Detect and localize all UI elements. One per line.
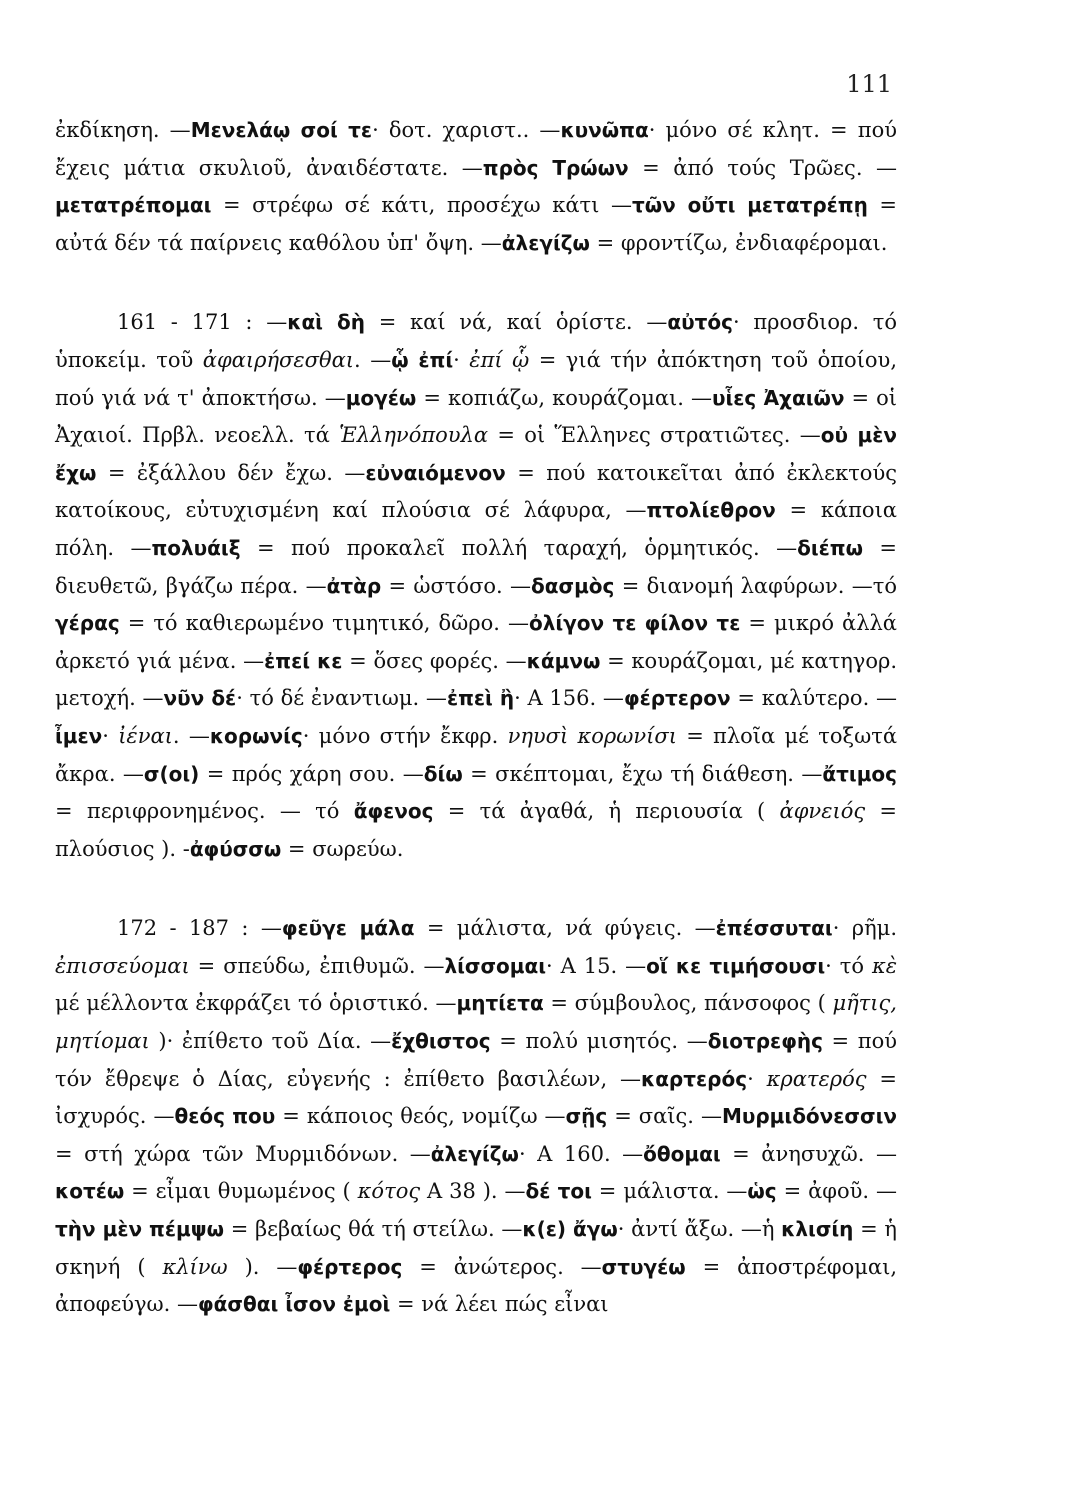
headword: Μυρμιδόνεσσιν <box>721 1104 897 1129</box>
headword: δέ τοι <box>525 1179 592 1204</box>
headword: φέρτερον <box>623 686 731 711</box>
headword: εὐναιόμενον <box>365 460 506 485</box>
headword: ὡς <box>747 1179 777 1204</box>
italic-term: ἀφνειός <box>779 799 866 824</box>
gloss-text: = ἰσχυρός. — <box>55 1066 897 1129</box>
italic-term: κλίνω <box>162 1254 228 1279</box>
headword: πολυάιξ <box>151 535 241 560</box>
gloss-text: = σκέπτομαι, ἔχω τή διάθεση. — <box>462 761 823 786</box>
gloss-text: · δοτ. χαριστ.. — <box>372 118 561 142</box>
headword: κλισίη <box>781 1217 854 1242</box>
gloss-text: = καί νά, καί ὁρίστε. — <box>364 310 668 335</box>
headword: μετατρέπομαι <box>55 193 212 218</box>
gloss-text: = ἀποστρέφομαι, ἀποφεύγω. — <box>55 1254 897 1317</box>
headword: στυγέω <box>601 1254 686 1279</box>
headword: σῇς <box>565 1104 608 1129</box>
headword: τῶν οὔτι μετατρέπῃ <box>631 193 868 218</box>
headword: δασμὸς <box>531 573 615 598</box>
gloss-text: = ἀπό τούς Τρῶες. — <box>628 155 897 180</box>
headword: διέπω <box>797 535 863 560</box>
gloss-text: · μόνο σέ κλητ. = πού ἔχεις μάτια σκυλιοῦ, ἀναιδέστατε. — <box>55 118 897 180</box>
headword: οἵ κε τιμήσουσι <box>646 953 826 978</box>
headword: φέρτερος <box>297 1254 403 1279</box>
gloss-text: · μόνο στήν ἔκφρ. <box>302 723 508 748</box>
gloss-text: = ὅσες φορές. — <box>342 648 527 673</box>
gloss-text: = στρέφω σέ κάτι, προσέχω κάτι — <box>211 193 632 218</box>
italic-term: μῆτις, μητίομαι <box>55 991 897 1054</box>
headword: αὐτός <box>667 310 733 335</box>
gloss-text: · τό <box>825 953 872 978</box>
gloss-text: = σύμβουλος, πάνσοφος ( <box>543 991 833 1016</box>
headword: κορωνίς <box>209 723 303 748</box>
gloss-text: )· ἐπίθετο τοῦ Δία. — <box>149 1029 392 1054</box>
italic-term: ἐπί ᾧ <box>469 347 530 372</box>
headword: ἐπέσσυται <box>715 916 833 941</box>
page-number: 111 <box>846 70 892 98</box>
gloss-text: ). — <box>227 1254 298 1279</box>
headword: Μενελάῳ σοί τε <box>190 118 373 142</box>
gloss-text: = σωρεύω. <box>281 836 404 861</box>
gloss-text: = τά ἀγαθά, ἡ περιουσία ( <box>433 799 780 824</box>
gloss-text: = νά λέει πώς εἶναι <box>390 1292 609 1317</box>
gloss-text: = ἀφοῦ. — <box>776 1179 897 1204</box>
headword: πρὸς Τρώων <box>482 155 629 180</box>
italic-term: ἀφαιρήσεσθαι <box>202 347 355 372</box>
headword: οὐ μὲν ἔχω <box>55 423 897 485</box>
headword: ἀλεγίζω <box>430 1141 519 1166</box>
headword: ᾧ ἐπί <box>391 347 454 372</box>
headword: γέρας <box>55 611 120 636</box>
gloss-text: = εἶμαι θυμωμένος ( <box>124 1179 358 1204</box>
headword: ἐπεί κε <box>264 648 343 673</box>
gloss-text: = αὐτά δέν τά παίρνεις καθόλου ὑπ' ὄψη. — <box>55 193 897 255</box>
gloss-text: · ἀντί ἄξω. —ἡ <box>617 1217 782 1242</box>
italic-term: κότος <box>357 1179 421 1204</box>
headword: ἄτιμος <box>822 761 898 786</box>
gloss-text: = πρός χάρη σου. — <box>199 761 424 786</box>
headword: ἀφύσσω <box>189 836 282 861</box>
headword: κυνῶπα <box>560 118 649 142</box>
gloss-text: = κοπιάζω, κουράζομαι. — <box>416 385 712 410</box>
headword: ὄθομαι <box>643 1141 721 1166</box>
gloss-text: · τό δέ ἐναντιωμ. — <box>236 686 447 711</box>
gloss-text: · Α 15. — <box>546 953 647 978</box>
gloss-text: = καλύτερο. — <box>730 686 897 711</box>
headword: ἶμεν <box>55 723 103 748</box>
gloss-text: = ἀνώτερος. — <box>402 1254 602 1279</box>
headword: κάμνω <box>526 648 601 673</box>
gloss-text: = ὡστόσο. — <box>381 573 532 598</box>
gloss-text: = γιά τήν ἀπόκτηση τοῦ ὁποίου, πού γιά νά τ' ἀποκτήσω. — <box>55 347 897 410</box>
gloss-text: = διανομή λαφύρων. —τό <box>614 573 898 598</box>
gloss-text: = σαῖς. — <box>607 1104 722 1129</box>
headword: ἔχθιστος <box>391 1029 491 1054</box>
gloss-text: = ἡ σκηνή ( <box>55 1217 897 1279</box>
gloss-text: · <box>453 347 470 372</box>
italic-term: Ἑλληνόπουλα <box>339 423 489 448</box>
headword: λίσσομαι <box>444 953 547 978</box>
gloss-text: = διευθετῶ, βγάζω πέρα. — <box>55 535 898 598</box>
italic-term: κὲ <box>871 953 897 978</box>
italic-term: ἐπισσεύομαι <box>55 953 190 978</box>
gloss-text: = μικρό ἀλλά ἀρκετό γιά μένα. — <box>55 611 897 673</box>
headword: ἄφενος <box>353 799 434 824</box>
gloss-text: ἐκδίκηση. — <box>55 118 191 142</box>
gloss-text: = περιφρονημένος. — τό <box>55 799 354 824</box>
italic-term: κρατερός <box>766 1066 867 1091</box>
headword: πτολίεθρον <box>646 498 776 523</box>
gloss-text: 172 - 187 : — <box>117 916 282 941</box>
headword: ἐπεὶ ἢ <box>446 686 515 711</box>
headword: φάσθαι ἶσον ἐμοὶ <box>198 1292 391 1317</box>
gloss-text: = μάλιστα. — <box>591 1179 748 1204</box>
gloss-text: = στή χώρα τῶν Μυρμιδόνων. — <box>55 1141 431 1166</box>
headword: μογέω <box>345 385 417 410</box>
gloss-text: = ἀνησυχῶ. — <box>720 1141 897 1166</box>
headword: κ(ε) ἄγω <box>522 1217 618 1242</box>
gloss-text: = πού προκαλεῖ πολλή ταραχή, ὁρμητικός. — <box>240 535 798 560</box>
headword: θεός που <box>174 1104 276 1129</box>
gloss-text: = κάποια πόλη. — <box>55 498 897 560</box>
headword: κοτέω <box>55 1179 125 1204</box>
gloss-text: = κάποιος θεός, νομίζω — <box>275 1104 566 1129</box>
headword: νῦν δέ <box>163 686 237 711</box>
commentary-paragraph <box>55 910 897 1324</box>
gloss-text: = πού κατοικεῖται ἀπό ἐκλεκτούς κατοίκους, εὐτυχισμένη καί πλούσια σέ λάφυρα, — <box>55 460 897 523</box>
headword: φεῦγε μάλα <box>281 916 415 941</box>
commentary-paragraph <box>55 112 897 262</box>
gloss-text: . — <box>172 723 210 748</box>
gloss-text: = ἐξάλλου δέν ἔχω. — <box>96 460 366 485</box>
headword: σ(οι) <box>143 761 200 786</box>
gloss-text: = σπεύδω, ἐπιθυμῶ. — <box>189 953 445 978</box>
headword: ὀλίγον τε φίλον τε <box>528 611 741 636</box>
gloss-text: μέ μέλλοντα ἐκφράζει τό ὁριστικό. — <box>55 991 457 1016</box>
gloss-text: = οἱ Ἀχαιοί. Πρβλ. νεοελλ. τά <box>55 385 898 448</box>
commentary-paragraph <box>55 304 897 868</box>
headword: μητίετα <box>456 991 544 1016</box>
headword: δίω <box>423 761 463 786</box>
gloss-text: · <box>102 723 119 748</box>
gloss-text: = βεβαίως θά τή στείλω. — <box>224 1217 523 1242</box>
gloss-text: = πλούσιος ). - <box>55 799 898 861</box>
headword: ἀτὰρ <box>326 573 382 598</box>
headword: τὴν μὲν πέμψω <box>55 1217 224 1242</box>
gloss-text: 161 - 171 : — <box>117 310 288 335</box>
headword: υἷες Ἀχαιῶν <box>711 385 845 410</box>
headword: καρτερός <box>640 1066 748 1091</box>
gloss-text: · <box>747 1066 767 1091</box>
gloss-text: = πού τόν ἔθρεψε ὁ Δίας, εὐγενής : ἐπίθετο βασιλέων, — <box>55 1029 897 1091</box>
gloss-text: = πλοῖα μέ τοξωτά ἄκρα. — <box>55 723 898 786</box>
italic-term: νηυσὶ κορωνίσι <box>507 723 677 748</box>
commentary-text <box>55 112 897 1324</box>
gloss-text: · ρῆμ. <box>832 916 897 941</box>
gloss-text: = κουράζομαι, μέ κατηγορ. μετοχή. — <box>55 648 897 711</box>
gloss-text: Α 38 ). — <box>420 1179 526 1204</box>
headword: διοτρεφὴς <box>707 1029 823 1054</box>
gloss-text: = τό καθιερωμένο τιμητικό, δῶρο. — <box>119 611 529 636</box>
headword: ἀλεγίζω <box>501 230 590 255</box>
gloss-text: = πολύ μισητός. — <box>490 1029 708 1054</box>
gloss-text: = μάλιστα, νά φύγεις. — <box>414 916 716 941</box>
italic-term: ἰέναι <box>118 723 173 748</box>
gloss-text: · Α 156. — <box>514 686 624 711</box>
gloss-text: = οἱ Ἕλληνες στρατιῶτες. — <box>488 423 821 448</box>
gloss-text: · Α 160. — <box>518 1141 644 1166</box>
gloss-text: · προσδιορ. τό ὑποκείμ. τοῦ <box>55 310 897 372</box>
gloss-text: . — <box>354 347 392 372</box>
gloss-text: = φροντίζω, ἐνδιαφέρομαι. <box>589 230 888 255</box>
headword: καὶ δὴ <box>287 310 365 335</box>
